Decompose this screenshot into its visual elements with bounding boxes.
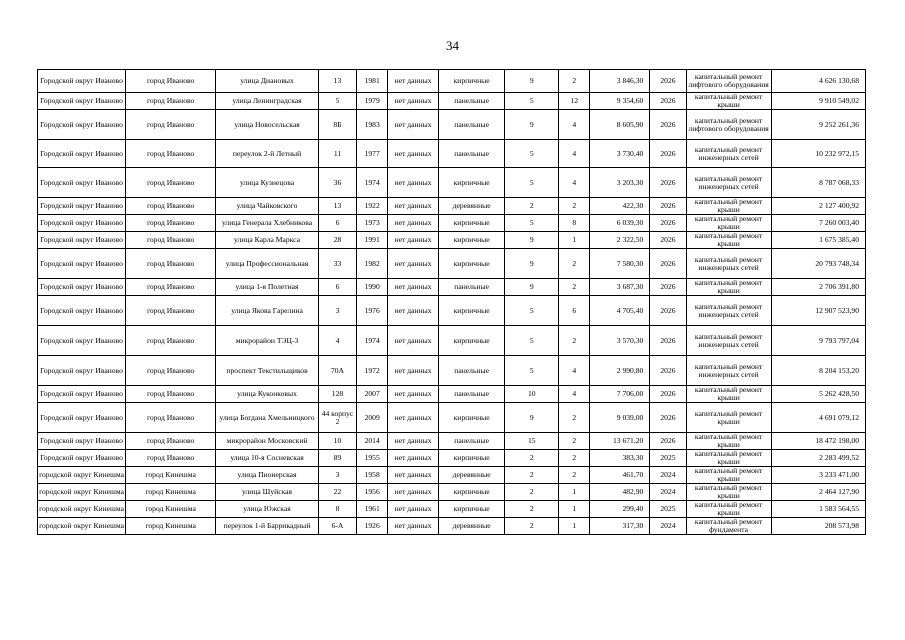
cell-year: 2025 (650, 501, 686, 518)
cell-municipality: Городской округ Иваново (38, 279, 126, 296)
cell-street: улица 10-я Сосневская (216, 450, 319, 467)
cell-data-status: нет данных (388, 279, 439, 296)
table-row (38, 110, 866, 140)
cell-entrances: 12 (559, 93, 590, 110)
cell-street: улица 1-я Полетная (216, 279, 319, 296)
cell-settlement: город Иваново (126, 249, 216, 279)
cell-entrances: 4 (559, 168, 590, 198)
cell-work-type: капитальный ремонт фундамента (686, 518, 771, 535)
cell-area: 8 605,90 (590, 110, 650, 140)
cell-settlement: город Кинешма (126, 484, 216, 501)
cell-data-status: нет данных (388, 168, 439, 198)
cell-year: 2026 (650, 403, 686, 433)
cell-entrances: 2 (559, 326, 590, 356)
cell-data-status: нет данных (388, 198, 439, 215)
cell-build-year: 1991 (357, 232, 388, 249)
cell-floors: 10 (505, 386, 559, 403)
cell-data-status: нет данных (388, 232, 439, 249)
cell-build-year: 1961 (357, 501, 388, 518)
cell-house-number: 6-А (318, 518, 356, 535)
cell-area: 3 203,30 (590, 168, 650, 198)
table-row (38, 433, 866, 450)
cell-floors: 15 (505, 433, 559, 450)
cell-year: 2026 (650, 279, 686, 296)
cell-floors: 9 (505, 110, 559, 140)
cell-data-status: нет данных (388, 403, 439, 433)
cell-entrances: 4 (559, 110, 590, 140)
cell-build-year: 2007 (357, 386, 388, 403)
cell-work-type: капитальный ремонт крыши (686, 279, 771, 296)
cell-floors: 5 (505, 168, 559, 198)
cell-municipality: Городской округ Иваново (38, 168, 126, 198)
cell-floors: 5 (505, 93, 559, 110)
cell-street: микрорайон Московский (216, 433, 319, 450)
cell-area: 3 846,30 (590, 70, 650, 93)
cell-work-type: капитальный ремонт инженерных сетей (686, 356, 771, 386)
cell-year: 2026 (650, 296, 686, 326)
table-row (38, 70, 866, 93)
table-row (38, 450, 866, 467)
cell-wall-material: панельные (438, 356, 504, 386)
cell-work-type: капитальный ремонт крыши (686, 403, 771, 433)
table-row (38, 518, 866, 535)
cell-settlement: город Иваново (126, 198, 216, 215)
cell-street: улица Куконковых (216, 386, 319, 403)
cell-street: улица Шуйская (216, 484, 319, 501)
cell-work-type: капитальный ремонт инженерных сетей (686, 168, 771, 198)
cell-settlement: город Иваново (126, 215, 216, 232)
cell-cost: 9 910 549,02 (771, 93, 865, 110)
cell-cost: 2 283 499,52 (771, 450, 865, 467)
cell-street: улица Южская (216, 501, 319, 518)
cell-municipality: городской округ Кинешма (38, 518, 126, 535)
cell-municipality: Городской округ Иваново (38, 215, 126, 232)
cell-year: 2024 (650, 467, 686, 484)
cell-year: 2026 (650, 168, 686, 198)
cell-work-type: капитальный ремонт крыши (686, 467, 771, 484)
table-row (38, 356, 866, 386)
cell-year: 2024 (650, 518, 686, 535)
cell-entrances: 1 (559, 232, 590, 249)
cell-build-year: 1922 (357, 198, 388, 215)
cell-municipality: Городской округ Иваново (38, 356, 126, 386)
cell-settlement: город Иваново (126, 450, 216, 467)
cell-floors: 5 (505, 296, 559, 326)
cell-build-year: 1981 (357, 70, 388, 93)
cell-floors: 2 (505, 501, 559, 518)
cell-street: улица Чайковского (216, 198, 319, 215)
cell-settlement: город Иваново (126, 386, 216, 403)
cell-area: 6 039,30 (590, 215, 650, 232)
table-row (38, 484, 866, 501)
cell-house-number: 6 (318, 279, 356, 296)
cell-wall-material: кирпичные (438, 450, 504, 467)
cell-entrances: 1 (559, 484, 590, 501)
cell-entrances: 1 (559, 501, 590, 518)
cell-data-status: нет данных (388, 467, 439, 484)
cell-build-year: 1982 (357, 249, 388, 279)
cell-data-status: нет данных (388, 296, 439, 326)
cell-house-number: 3 (318, 296, 356, 326)
cell-build-year: 2009 (357, 403, 388, 433)
cell-wall-material: кирпичные (438, 215, 504, 232)
cell-entrances: 1 (559, 518, 590, 535)
cell-floors: 2 (505, 518, 559, 535)
cell-settlement: город Иваново (126, 326, 216, 356)
cell-data-status: нет данных (388, 501, 439, 518)
cell-cost: 20 793 748,34 (771, 249, 865, 279)
cell-street: улица Профессиональная (216, 249, 319, 279)
cell-settlement: город Иваново (126, 433, 216, 450)
cell-entrances: 2 (559, 433, 590, 450)
cell-data-status: нет данных (388, 484, 439, 501)
cell-cost: 4 691 079,12 (771, 403, 865, 433)
cell-area: 7 706,00 (590, 386, 650, 403)
table-row (38, 93, 866, 110)
cell-wall-material: кирпичные (438, 501, 504, 518)
cell-municipality: Городской округ Иваново (38, 198, 126, 215)
cell-wall-material: деревянные (438, 467, 504, 484)
cell-settlement: город Иваново (126, 232, 216, 249)
table-row (38, 168, 866, 198)
cell-cost: 4 626 130,68 (771, 70, 865, 93)
cell-year: 2026 (650, 249, 686, 279)
cell-entrances: 2 (559, 279, 590, 296)
table-row (38, 403, 866, 433)
cell-build-year: 1973 (357, 215, 388, 232)
cell-house-number: 13 (318, 198, 356, 215)
cell-wall-material: деревянные (438, 518, 504, 535)
table-row (38, 140, 866, 168)
cell-entrances: 2 (559, 70, 590, 93)
cell-cost: 9 252 261,36 (771, 110, 865, 140)
cell-wall-material: кирпичные (438, 296, 504, 326)
cell-municipality: Городской округ Иваново (38, 110, 126, 140)
cell-floors: 9 (505, 249, 559, 279)
cell-work-type: капитальный ремонт крыши (686, 501, 771, 518)
cell-area: 7 580,30 (590, 249, 650, 279)
cell-floors: 5 (505, 356, 559, 386)
cell-area: 461,70 (590, 467, 650, 484)
cell-area: 383,30 (590, 450, 650, 467)
cell-wall-material: кирпичные (438, 484, 504, 501)
cell-work-type: капитальный ремонт лифтового оборудования (686, 110, 771, 140)
cell-wall-material: кирпичные (438, 70, 504, 93)
cell-cost: 2 706 391,80 (771, 279, 865, 296)
cell-year: 2025 (650, 450, 686, 467)
cell-year: 2026 (650, 198, 686, 215)
cell-street: переулок 1-й Баррикадный (216, 518, 319, 535)
cell-year: 2026 (650, 433, 686, 450)
table-row (38, 249, 866, 279)
cell-street: переулок 2-й Летный (216, 140, 319, 168)
cell-wall-material: панельные (438, 279, 504, 296)
cell-municipality: Городской округ Иваново (38, 232, 126, 249)
cell-settlement: город Иваново (126, 356, 216, 386)
cell-work-type: капитальный ремонт крыши (686, 484, 771, 501)
cell-cost: 1 583 564,55 (771, 501, 865, 518)
cell-house-number: 33 (318, 249, 356, 279)
cell-street: улица Кузнецова (216, 168, 319, 198)
cell-data-status: нет данных (388, 433, 439, 450)
cell-entrances: 2 (559, 198, 590, 215)
cell-data-status: нет данных (388, 140, 439, 168)
table-row (38, 386, 866, 403)
cell-wall-material: кирпичные (438, 232, 504, 249)
cell-floors: 2 (505, 198, 559, 215)
cell-street: улица Якова Гарелина (216, 296, 319, 326)
cell-work-type: капитальный ремонт инженерных сетей (686, 296, 771, 326)
cell-house-number: 4 (318, 326, 356, 356)
cell-settlement: город Иваново (126, 168, 216, 198)
cell-data-status: нет данных (388, 93, 439, 110)
cell-wall-material: панельные (438, 93, 504, 110)
cell-house-number: 10 (318, 433, 356, 450)
cell-year: 2026 (650, 386, 686, 403)
housing-registry-table (37, 69, 866, 535)
cell-cost: 12 907 523,90 (771, 296, 865, 326)
cell-year: 2026 (650, 232, 686, 249)
cell-house-number: 11 (318, 140, 356, 168)
cell-entrances: 8 (559, 215, 590, 232)
cell-entrances: 6 (559, 296, 590, 326)
cell-build-year: 1974 (357, 168, 388, 198)
cell-data-status: нет данных (388, 386, 439, 403)
cell-municipality: Городской округ Иваново (38, 296, 126, 326)
cell-settlement: город Иваново (126, 279, 216, 296)
cell-house-number: 44 корпус 2 (318, 403, 356, 433)
cell-data-status: нет данных (388, 326, 439, 356)
cell-area: 3 730,40 (590, 140, 650, 168)
cell-cost: 18 472 198,00 (771, 433, 865, 450)
cell-municipality: Городской округ Иваново (38, 433, 126, 450)
cell-area: 317,30 (590, 518, 650, 535)
cell-house-number: 28 (318, 232, 356, 249)
cell-house-number: 22 (318, 484, 356, 501)
page-number: 34 (446, 38, 459, 53)
cell-work-type: капитальный ремонт крыши (686, 215, 771, 232)
cell-street: улица Карла Маркса (216, 232, 319, 249)
cell-settlement: город Иваново (126, 70, 216, 93)
cell-area: 2 990,80 (590, 356, 650, 386)
cell-municipality: Городской округ Иваново (38, 450, 126, 467)
cell-year: 2026 (650, 110, 686, 140)
cell-wall-material: кирпичные (438, 168, 504, 198)
table-row (38, 296, 866, 326)
cell-floors: 5 (505, 215, 559, 232)
cell-municipality: Городской округ Иваново (38, 140, 126, 168)
cell-municipality: Городской округ Иваново (38, 326, 126, 356)
cell-year: 2026 (650, 93, 686, 110)
cell-entrances: 4 (559, 386, 590, 403)
cell-area: 299,40 (590, 501, 650, 518)
cell-entrances: 4 (559, 140, 590, 168)
cell-floors: 5 (505, 140, 559, 168)
cell-build-year: 1958 (357, 467, 388, 484)
cell-street: улица Новосельская (216, 110, 319, 140)
cell-work-type: капитальный ремонт крыши (686, 433, 771, 450)
cell-wall-material: кирпичные (438, 326, 504, 356)
cell-street: улица Диановых (216, 70, 319, 93)
cell-work-type: капитальный ремонт инженерных сетей (686, 140, 771, 168)
cell-wall-material: кирпичные (438, 249, 504, 279)
cell-work-type: капитальный ремонт крыши (686, 93, 771, 110)
cell-area: 9 354,60 (590, 93, 650, 110)
cell-house-number: 8 (318, 501, 356, 518)
cell-cost: 2 127 400,92 (771, 198, 865, 215)
cell-floors: 5 (505, 326, 559, 356)
cell-house-number: 128 (318, 386, 356, 403)
cell-area: 4 705,40 (590, 296, 650, 326)
cell-work-type: капитальный ремонт крыши (686, 386, 771, 403)
table-row (38, 279, 866, 296)
cell-cost: 208 573,98 (771, 518, 865, 535)
cell-build-year: 1955 (357, 450, 388, 467)
cell-year: 2026 (650, 215, 686, 232)
cell-build-year: 1976 (357, 296, 388, 326)
cell-work-type: капитальный ремонт крыши (686, 450, 771, 467)
table-row (38, 198, 866, 215)
cell-area: 3 687,30 (590, 279, 650, 296)
cell-year: 2024 (650, 484, 686, 501)
cell-street: улица Ленинградская (216, 93, 319, 110)
cell-build-year: 1926 (357, 518, 388, 535)
cell-wall-material: панельные (438, 386, 504, 403)
cell-settlement: город Кинешма (126, 518, 216, 535)
cell-floors: 9 (505, 279, 559, 296)
cell-data-status: нет данных (388, 215, 439, 232)
cell-municipality: городской округ Кинешма (38, 467, 126, 484)
cell-work-type: капитальный ремонт крыши (686, 232, 771, 249)
cell-floors: 9 (505, 232, 559, 249)
cell-entrances: 2 (559, 450, 590, 467)
cell-year: 2026 (650, 356, 686, 386)
cell-area: 482,90 (590, 484, 650, 501)
cell-floors: 9 (505, 70, 559, 93)
cell-cost: 5 262 428,50 (771, 386, 865, 403)
cell-cost: 1 675 385,40 (771, 232, 865, 249)
cell-settlement: город Кинешма (126, 467, 216, 484)
cell-cost: 9 793 797,04 (771, 326, 865, 356)
table-row (38, 501, 866, 518)
table-row (38, 232, 866, 249)
cell-area: 3 570,30 (590, 326, 650, 356)
cell-floors: 2 (505, 450, 559, 467)
cell-settlement: город Иваново (126, 110, 216, 140)
cell-build-year: 1956 (357, 484, 388, 501)
cell-floors: 2 (505, 467, 559, 484)
cell-wall-material: деревянные (438, 198, 504, 215)
cell-area: 2 322,50 (590, 232, 650, 249)
cell-house-number: 5 (318, 93, 356, 110)
cell-municipality: городской округ Кинешма (38, 484, 126, 501)
cell-work-type: капитальный ремонт крыши (686, 198, 771, 215)
cell-house-number: 70А (318, 356, 356, 386)
cell-wall-material: панельные (438, 110, 504, 140)
cell-entrances: 2 (559, 249, 590, 279)
cell-floors: 2 (505, 484, 559, 501)
cell-data-status: нет данных (388, 356, 439, 386)
cell-build-year: 1972 (357, 356, 388, 386)
cell-build-year: 1974 (357, 326, 388, 356)
cell-build-year: 2014 (357, 433, 388, 450)
cell-municipality: Городской округ Иваново (38, 70, 126, 93)
cell-house-number: 13 (318, 70, 356, 93)
cell-work-type: капитальный ремонт лифтового оборудования (686, 70, 771, 93)
cell-municipality: Городской округ Иваново (38, 93, 126, 110)
table-row (38, 326, 866, 356)
cell-street: проспект Текстильщиков (216, 356, 319, 386)
cell-municipality: городской округ Кинешма (38, 501, 126, 518)
cell-area: 9 039,00 (590, 403, 650, 433)
cell-wall-material: кирпичные (438, 403, 504, 433)
cell-data-status: нет данных (388, 518, 439, 535)
cell-cost: 8 204 153,20 (771, 356, 865, 386)
cell-municipality: Городской округ Иваново (38, 386, 126, 403)
table-row (38, 467, 866, 484)
cell-entrances: 2 (559, 403, 590, 433)
cell-municipality: Городской округ Иваново (38, 403, 126, 433)
cell-cost: 10 232 972,15 (771, 140, 865, 168)
cell-settlement: город Иваново (126, 296, 216, 326)
cell-entrances: 2 (559, 467, 590, 484)
cell-data-status: нет данных (388, 110, 439, 140)
cell-settlement: город Иваново (126, 93, 216, 110)
cell-cost: 8 787 068,33 (771, 168, 865, 198)
cell-build-year: 1990 (357, 279, 388, 296)
cell-house-number: 8Б (318, 110, 356, 140)
cell-data-status: нет данных (388, 450, 439, 467)
cell-work-type: капитальный ремонт инженерных сетей (686, 326, 771, 356)
cell-settlement: город Кинешма (126, 501, 216, 518)
cell-entrances: 4 (559, 356, 590, 386)
cell-street: улица Пионерская (216, 467, 319, 484)
cell-cost: 2 464 127,90 (771, 484, 865, 501)
cell-street: улица Генерала Хлебникова (216, 215, 319, 232)
cell-house-number: 6 (318, 215, 356, 232)
cell-house-number: 36 (318, 168, 356, 198)
cell-wall-material: панельные (438, 433, 504, 450)
table-body (38, 70, 866, 535)
cell-build-year: 1979 (357, 93, 388, 110)
cell-municipality: Городской округ Иваново (38, 249, 126, 279)
cell-house-number: 3 (318, 467, 356, 484)
cell-cost: 7 260 003,40 (771, 215, 865, 232)
cell-data-status: нет данных (388, 249, 439, 279)
cell-build-year: 1983 (357, 110, 388, 140)
cell-build-year: 1977 (357, 140, 388, 168)
cell-street: микрорайон ТЭЦ-3 (216, 326, 319, 356)
cell-year: 2026 (650, 326, 686, 356)
cell-data-status: нет данных (388, 70, 439, 93)
cell-area: 13 671,20 (590, 433, 650, 450)
table-row (38, 215, 866, 232)
cell-floors: 9 (505, 403, 559, 433)
cell-area: 422,30 (590, 198, 650, 215)
cell-year: 2026 (650, 140, 686, 168)
cell-house-number: 89 (318, 450, 356, 467)
cell-settlement: город Иваново (126, 140, 216, 168)
cell-work-type: капитальный ремонт инженерных сетей (686, 249, 771, 279)
cell-settlement: город Иваново (126, 403, 216, 433)
cell-street: улица Богдана Хмельницкого (216, 403, 319, 433)
cell-cost: 3 233 471,00 (771, 467, 865, 484)
cell-year: 2026 (650, 70, 686, 93)
cell-wall-material: панельные (438, 140, 504, 168)
